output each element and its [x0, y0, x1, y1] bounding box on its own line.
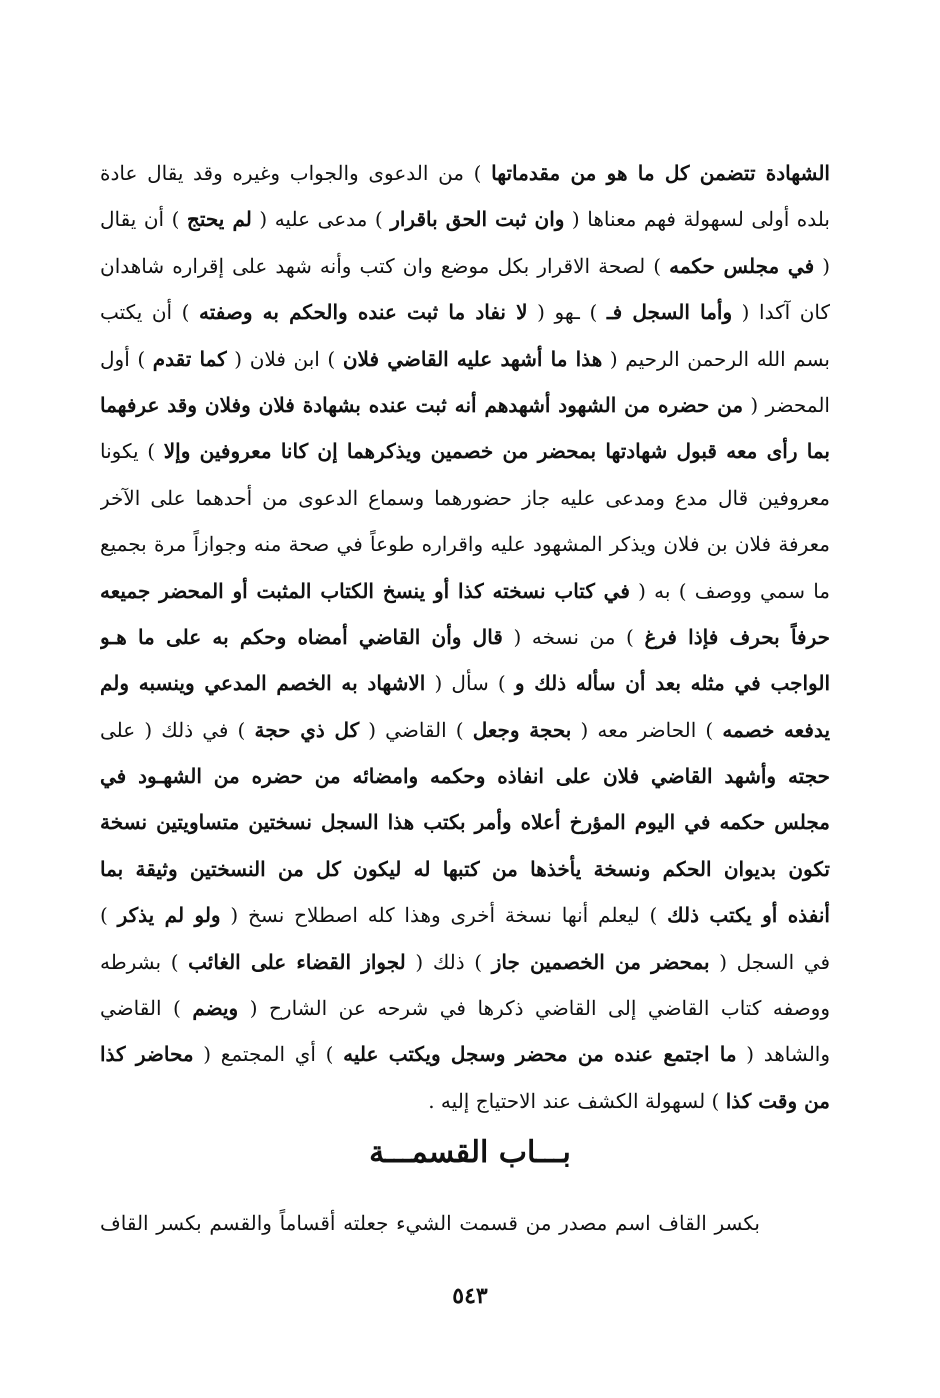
matn-text: كما تقدم — [152, 346, 227, 371]
matn-text: يدفعه خصمه — [722, 717, 830, 742]
sharh-text: ) بشرطه — [100, 949, 189, 974]
matn-text: مجلس حكمه في اليوم المؤرخ أعلاه وأمر بكتب هذا السجل نسختين متساويتين نسخة — [100, 810, 830, 835]
sharh-text: ) الحاضر معه ( — [571, 717, 723, 742]
text-line — [100, 568, 830, 614]
text-line — [100, 707, 830, 753]
sharh-text: ) أول — [100, 346, 153, 371]
sharh-text: ) ـهو ( — [527, 300, 607, 325]
sharh-text: ) القاضي ( — [359, 717, 473, 742]
chapter-opening-line: بكسر القاف اسم مصدر من قسمت الشيء جعلته أقساماً والقسم بكسر القاف — [100, 1211, 760, 1235]
matn-text: من حضره من الشهود أشهدهم أنه ثبت عنده بشهادة فلان وفلان وقد عرفهما — [100, 392, 744, 417]
sharh-text: كان آكدا ( — [732, 300, 830, 325]
sharh-text: ) ابن فلان ( — [226, 346, 343, 371]
matn-text: الواجب في مثله بعد أن سأله ذلك و — [514, 671, 830, 696]
matn-text: بما رأى معه قبول شهادتها بمحضر من خصمين ويذكرهما إن كانا معروفين وإلا — [163, 439, 830, 464]
sharh-text: معروفين قال مدع ومدعى عليه جاز حضورهما وسماع الدعوى من أحدهما على الآخر — [100, 485, 830, 510]
sharh-text: ) سأل ( — [425, 671, 515, 696]
sharh-text: والشاهد ( — [736, 1042, 830, 1067]
sharh-text: ) أن يكتب — [100, 300, 199, 325]
sharh-text: ) — [100, 903, 118, 928]
text-line — [100, 150, 830, 196]
text-line — [100, 892, 830, 938]
text-line — [100, 243, 830, 289]
matn-text: محاضر كذا — [100, 1042, 194, 1067]
page-number: ٥٤٣ — [452, 1283, 488, 1309]
sharh-text: معرفة فلان بن فلان ويذكر المشهود عليه واقراره طوعاً في صحة منه وجوازاً مرة بجميع — [100, 532, 830, 557]
sharh-text: بسم الله الرحمن الرحيم ( — [602, 346, 830, 371]
sharh-text: ) ليعلم أنها نسخة أخرى وهذا كله اصطلاح نسخ ( — [220, 903, 668, 928]
sharh-text: ) القاضي — [100, 996, 193, 1021]
text-line — [100, 382, 830, 428]
matn-text: كل ذي حجة — [254, 717, 360, 742]
matn-text: الشهادة تتضمن كل ما هو من مقدماتها — [491, 161, 830, 185]
text-line — [100, 521, 830, 567]
text-line — [100, 614, 830, 660]
matn-text: بمحضر من الخصمين جاز — [491, 949, 710, 974]
sharh-text: ) لسهولة الكشف عند الاحتياج إليه . — [428, 1088, 726, 1113]
sharh-text: ) ذلك ( — [405, 949, 492, 974]
text-line — [100, 289, 830, 335]
sharh-text: ) يكونا — [100, 439, 164, 464]
matn-text: ما اجتمع عنده من محضر وسجل ويكتب عليه — [343, 1042, 737, 1067]
sharh-text: ) أن يقال — [100, 207, 187, 232]
sharh-text: ) من الدعوى والجواب وغيره وقد يقال عادة — [100, 161, 492, 185]
matn-text: في كتاب نسخته كذا أو ينسخ الكتاب المثبت أو المحضر جميعه — [100, 578, 630, 603]
text-line — [100, 196, 830, 242]
matn-text: لم يحتج — [186, 207, 252, 232]
text-line — [100, 336, 830, 382]
sharh-text: ( — [814, 253, 830, 278]
matn-text: ويضم — [192, 996, 239, 1021]
sharh-text: ) لصحة الاقرار بكل موضع وان كتب وأنه شهد على إقراره شاهدان — [100, 253, 670, 278]
matn-text: أنفذه أو يكتب ذلك — [667, 903, 830, 928]
sharh-text: المحضر ( — [743, 392, 830, 417]
text-line — [100, 985, 830, 1031]
sharh-text: ) مدعى عليه ( — [251, 207, 391, 232]
matn-text: حرفاً بحرف فإذا فرغ — [644, 624, 830, 649]
text-line — [100, 475, 830, 521]
matn-text: لجواز القضاء على الغائب — [188, 949, 406, 974]
matn-text: وأما السجل فـ — [606, 300, 733, 325]
text-line — [100, 1031, 830, 1077]
matn-text: في مجلس حكمه — [669, 253, 815, 278]
matn-text: قال وأن القاضي أمضاه وحكم به على ما هـو — [100, 624, 503, 649]
sharh-text: ) أي المجتمع ( — [193, 1042, 344, 1067]
matn-text: حجته وأشهد القاضي فلان على انفاذه وحكمه وامضائه من حضره من الشهـود في — [100, 764, 830, 789]
sharh-text: في السجل ( — [709, 949, 830, 974]
sharh-text: بلده أولى لسهولة فهم معناها ( — [564, 207, 830, 232]
matn-text: تكون بديوان الحكم ونسخة يأخذها من كتبها له ليكون كل من النسختين وثيقة بما — [100, 856, 830, 881]
text-line — [100, 660, 830, 706]
matn-text: لا نفاد ما ثبت عنده والحكم به وصفته — [199, 300, 528, 325]
sharh-text: ) في ذلك ( على — [100, 717, 255, 742]
sharh-text: ووصفه كتاب القاضي إلى القاضي ذكرها في شرحه عن الشارح ( — [238, 996, 830, 1021]
matn-text: بحجة وجعل — [472, 717, 572, 742]
text-line — [100, 753, 830, 799]
sharh-text: ما سمي ووصف ) به ( — [629, 578, 830, 603]
sharh-text: ) من نسخه ( — [502, 624, 645, 649]
matn-text: وان ثبت الحق باقرار — [390, 207, 565, 232]
chapter-heading: بـــاب القسمـــة — [369, 1135, 571, 1170]
matn-text: هذا ما أشهد عليه القاضي فلان — [342, 346, 603, 371]
matn-text: ولو لم يذكر — [117, 903, 221, 928]
text-line — [100, 846, 830, 892]
text-line — [100, 1078, 830, 1124]
text-line — [100, 799, 830, 845]
text-line — [100, 428, 830, 474]
commentary-text — [100, 150, 830, 1124]
matn-text: من وقت كذا — [725, 1088, 830, 1113]
matn-text: الاشهاد به الخصم المدعي وينسبه ولم — [100, 671, 426, 696]
text-line — [100, 939, 830, 985]
